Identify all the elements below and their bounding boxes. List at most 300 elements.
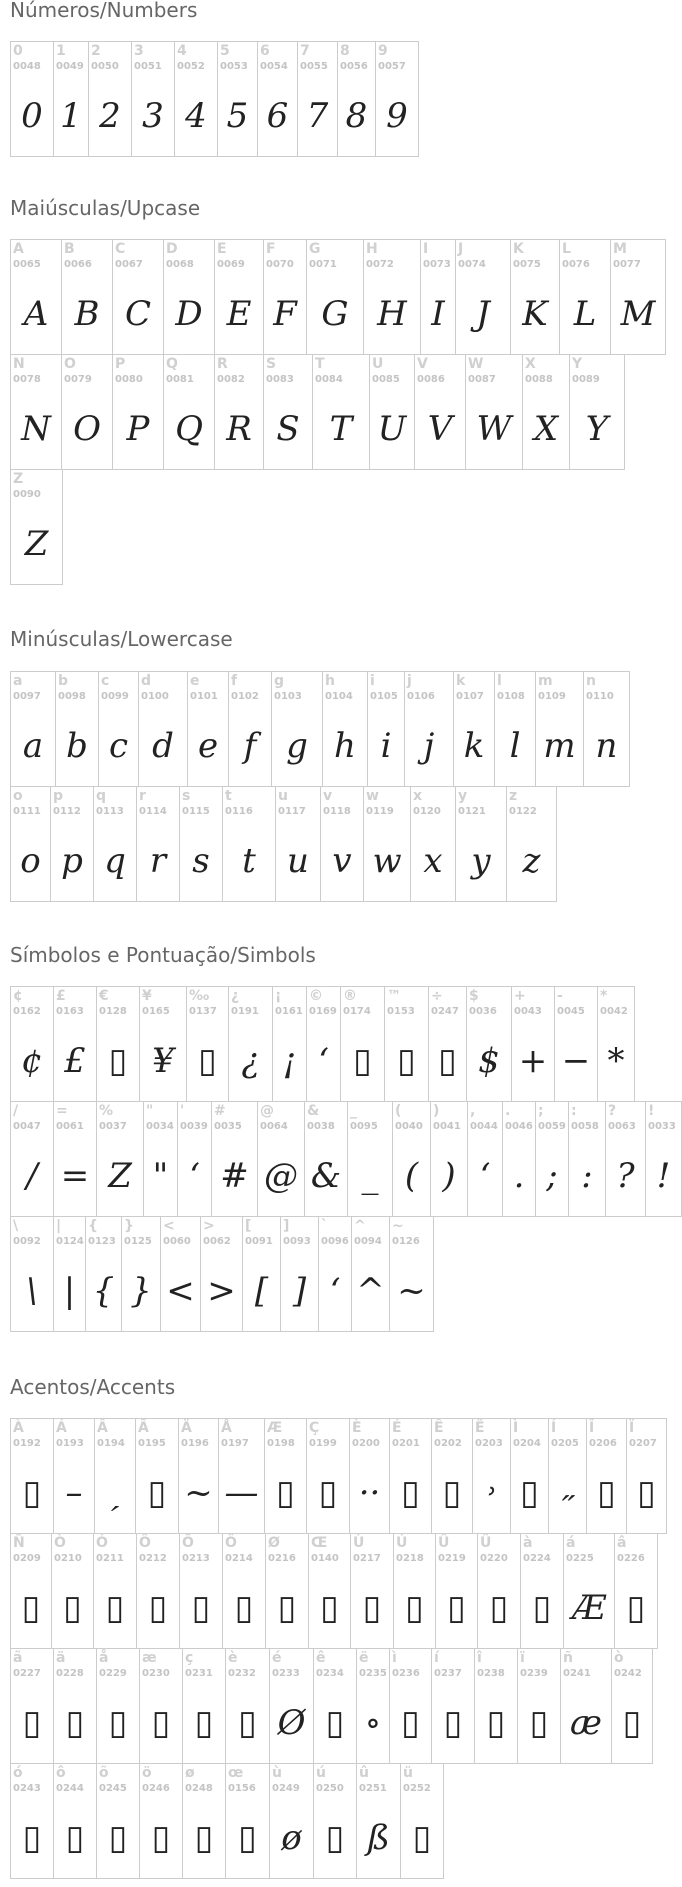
- glyph-label: É: [392, 1420, 402, 1436]
- glyph-label: ~: [392, 1218, 404, 1234]
- glyph-cell: [404, 671, 454, 787]
- glyph-cell: [163, 239, 215, 355]
- glyph-code: 0041: [433, 1121, 461, 1132]
- glyph-label: z: [509, 788, 518, 804]
- glyph-sample: ▯: [22, 1473, 42, 1513]
- glyph-row: [10, 41, 418, 157]
- glyph-cell: [265, 1533, 309, 1649]
- glyph-cell: [511, 986, 555, 1102]
- glyph-code: 0074: [458, 259, 486, 270]
- glyph-cell: [569, 354, 625, 470]
- section-title-accents: Acentos/Accents: [10, 1375, 176, 1399]
- glyph-code: 0078: [13, 374, 41, 385]
- glyph-sample: 6: [266, 96, 289, 136]
- glyph-sample: +: [518, 1041, 548, 1081]
- glyph-sample: ˏ: [109, 1473, 121, 1513]
- glyph-label: &: [307, 1103, 320, 1119]
- glyph-cell: [626, 1418, 667, 1534]
- glyph-code: 0252: [403, 1783, 431, 1794]
- glyph-code: 0119: [366, 806, 394, 817]
- glyph-code: 0234: [316, 1668, 344, 1679]
- glyph-cell: [389, 1216, 434, 1332]
- glyph-code: 0054: [260, 61, 288, 72]
- glyph-label: >: [203, 1218, 215, 1234]
- glyph-cell: [135, 1418, 179, 1534]
- glyph-code: 0052: [177, 61, 205, 72]
- glyph-label: Ö: [225, 1535, 237, 1551]
- glyph-code: 0248: [185, 1783, 213, 1794]
- glyph-code: 0250: [316, 1783, 344, 1794]
- glyph-sample: ▯: [21, 1588, 41, 1628]
- glyph-code: 0200: [352, 1438, 380, 1449]
- glyph-label: N: [13, 356, 25, 372]
- glyph-label: k: [456, 673, 466, 689]
- glyph-cell: [182, 1648, 226, 1764]
- glyph-sample: ▯: [397, 1041, 416, 1081]
- glyph-sample: ▯: [151, 1703, 171, 1743]
- glyph-sample: ?: [616, 1156, 635, 1196]
- glyph-cell: [535, 1101, 569, 1217]
- glyph-label: Ü: [480, 1535, 492, 1551]
- glyph-cell: [214, 354, 264, 470]
- glyph-cell: [53, 986, 97, 1102]
- glyph-cell: [136, 786, 180, 902]
- glyph-sample: *: [607, 1041, 625, 1081]
- glyph-sample: ▯: [108, 1041, 128, 1081]
- glyph-label: q: [96, 788, 107, 804]
- glyph-cell: [94, 1418, 136, 1534]
- glyph-sample: 4: [185, 96, 207, 136]
- glyph-code: 0085: [372, 374, 400, 385]
- glyph-code: 0039: [180, 1121, 208, 1132]
- glyph-label: Å: [221, 1420, 232, 1436]
- glyph-code: 0216: [268, 1553, 296, 1564]
- glyph-cell: [136, 1533, 180, 1649]
- glyph-code: 0066: [64, 259, 92, 270]
- glyph-sample: —: [224, 1473, 259, 1513]
- glyph-sample: ▯: [198, 1041, 217, 1081]
- glyph-code: 0064: [260, 1121, 288, 1132]
- glyph-cell: [502, 1101, 536, 1217]
- glyph-label: ;: [538, 1103, 544, 1119]
- glyph-label: ¿: [231, 988, 240, 1004]
- glyph-row: [10, 354, 665, 470]
- glyph-code: 0153: [387, 1006, 415, 1017]
- glyph-label: *: [600, 988, 608, 1004]
- glyph-code: 0239: [520, 1668, 548, 1679]
- glyph-cell: [350, 1533, 394, 1649]
- glyph-sample: >: [207, 1271, 236, 1311]
- glyph-label: á: [566, 1535, 576, 1551]
- glyph-label: V: [417, 356, 428, 372]
- glyph-sample: ʻ: [479, 1156, 491, 1196]
- glyph-code: 0115: [182, 806, 210, 817]
- glyph-label: Ò: [54, 1535, 66, 1551]
- glyph-label: Â: [97, 1420, 108, 1436]
- glyph-sample: F: [273, 294, 297, 334]
- glyph-sample: ▯: [442, 1473, 462, 1513]
- glyph-label: Y: [572, 356, 583, 372]
- glyph-code: 0099: [101, 691, 129, 702]
- glyph-code: 0071: [309, 259, 337, 270]
- glyph-label: ": [146, 1103, 154, 1119]
- glyph-sample: 2: [99, 96, 121, 136]
- glyph-code: 0114: [139, 806, 167, 817]
- glyph-sample: &: [310, 1156, 342, 1196]
- glyph-cell: [263, 239, 307, 355]
- glyph-code: 0235: [359, 1668, 387, 1679]
- glyph-label: 2: [91, 43, 101, 59]
- glyph-label: û: [359, 1765, 369, 1781]
- glyph-label: 7: [300, 43, 310, 59]
- glyph-label: Ú: [396, 1535, 408, 1551]
- glyph-cell: [414, 354, 466, 470]
- glyph-label: £: [56, 988, 66, 1004]
- glyph-code: 0242: [614, 1668, 642, 1679]
- glyph-label: 4: [177, 43, 187, 59]
- glyph-cell: [645, 1101, 682, 1217]
- glyph-label: í: [434, 1650, 439, 1666]
- glyph-cell: [10, 41, 54, 157]
- grid-symbols: [10, 986, 681, 1331]
- glyph-label: u: [278, 788, 288, 804]
- glyph-sample: ▯: [108, 1818, 128, 1858]
- glyph-code: 0034: [146, 1121, 174, 1132]
- glyph-sample: ▯: [65, 1703, 85, 1743]
- glyph-sample: ▯: [105, 1588, 125, 1628]
- glyph-code: 0101: [190, 691, 218, 702]
- glyph-cell: [10, 786, 51, 902]
- glyph-label: x: [413, 788, 423, 804]
- glyph-cell: [228, 986, 273, 1102]
- glyph-code: 0102: [231, 691, 259, 702]
- glyph-label: ]: [283, 1218, 290, 1234]
- glyph-code: 0049: [56, 61, 84, 72]
- glyph-code: 0072: [366, 259, 394, 270]
- glyph-code: 0075: [513, 259, 541, 270]
- glyph-code: 0165: [142, 1006, 170, 1017]
- glyph-code: 0077: [613, 259, 641, 270]
- glyph-cell: [522, 354, 570, 470]
- glyph-cell: [257, 1101, 305, 1217]
- glyph-sample: –: [65, 1473, 83, 1513]
- glyph-label: €: [99, 988, 109, 1004]
- glyph-code: 0081: [166, 374, 194, 385]
- glyph-sample: ¢: [21, 1041, 43, 1081]
- glyph-cell: [228, 671, 272, 787]
- glyph-label: Î: [589, 1420, 595, 1436]
- glyph-sample: ▯: [325, 1818, 345, 1858]
- glyph-sample: T: [329, 409, 353, 449]
- glyph-sample: ▯: [65, 1818, 85, 1858]
- glyph-label: ?: [608, 1103, 617, 1119]
- glyph-code: 0093: [283, 1236, 311, 1247]
- glyph-sample: ▯: [151, 1818, 171, 1858]
- glyph-label: `: [321, 1218, 328, 1234]
- glyph-cell: [506, 786, 557, 902]
- glyph-code: 0107: [456, 691, 484, 702]
- glyph-cell: [430, 1101, 468, 1217]
- glyph-sample: ▯: [443, 1703, 463, 1743]
- glyph-cell: [10, 354, 62, 470]
- glyph-code: 0246: [142, 1783, 170, 1794]
- glyph-label: H: [366, 241, 378, 257]
- glyph-sample: ▯: [194, 1703, 214, 1743]
- glyph-label: .: [505, 1103, 511, 1119]
- glyph-label: }: [124, 1218, 134, 1234]
- glyph-cell: [269, 1763, 314, 1879]
- glyph-cell: [313, 1648, 357, 1764]
- glyph-sample: @: [264, 1156, 298, 1196]
- glyph-sample: ▯: [447, 1588, 466, 1628]
- glyph-code: 0088: [525, 374, 553, 385]
- glyph-code: 0137: [189, 1006, 217, 1017]
- glyph-code: 0209: [13, 1553, 41, 1564]
- glyph-cell: [369, 354, 415, 470]
- glyph-code: 0161: [275, 1006, 303, 1017]
- glyph-sample: f: [243, 726, 257, 766]
- glyph-cell: [517, 1648, 561, 1764]
- glyph-label: ^: [354, 1218, 366, 1234]
- glyph-label: s: [182, 788, 191, 804]
- glyph-cell: [435, 1533, 478, 1649]
- glyph-code: 0227: [13, 1668, 41, 1679]
- glyph-sample: X: [533, 409, 559, 449]
- glyph-code: 0038: [307, 1121, 335, 1132]
- glyph-code: 0079: [64, 374, 92, 385]
- glyph-sample: ß: [367, 1818, 390, 1858]
- grid-numbers: [10, 41, 418, 156]
- glyph-cell: [320, 786, 364, 902]
- glyph-label: Ñ: [13, 1535, 25, 1551]
- glyph-cell: [583, 671, 630, 787]
- glyph-sample: U: [377, 409, 407, 449]
- glyph-cell: [10, 1418, 54, 1534]
- glyph-label: œ: [228, 1765, 244, 1781]
- glyph-code: 0058: [571, 1121, 599, 1132]
- glyph-code: 0213: [182, 1553, 210, 1564]
- glyph-code: 0116: [225, 806, 253, 817]
- glyph-code: 0045: [557, 1006, 585, 1017]
- glyph-sample: Y: [585, 409, 609, 449]
- glyph-sample: h: [334, 726, 356, 766]
- glyph-cell: [174, 41, 218, 157]
- glyph-code: 0083: [266, 374, 294, 385]
- glyph-sample: q: [104, 841, 126, 881]
- glyph-label: å: [99, 1650, 109, 1666]
- glyph-sample: {: [92, 1271, 115, 1311]
- glyph-sample: ▯: [147, 1473, 167, 1513]
- glyph-code: 0068: [166, 259, 194, 270]
- glyph-label: ø: [185, 1765, 195, 1781]
- glyph-label: (: [395, 1103, 402, 1119]
- glyph-code: 0040: [395, 1121, 423, 1132]
- glyph-label: I: [423, 241, 429, 257]
- glyph-sample: ▯: [238, 1703, 257, 1743]
- glyph-sample: P: [126, 409, 150, 449]
- glyph-label: S: [266, 356, 277, 372]
- glyph-cell: [61, 239, 113, 355]
- glyph-label: Á: [56, 1420, 67, 1436]
- glyph-label: d: [141, 673, 152, 689]
- glyph-cell: [392, 1101, 431, 1217]
- glyph-label: Z: [13, 471, 24, 487]
- glyph-label: î: [477, 1650, 482, 1666]
- glyph-cell: [257, 41, 298, 157]
- glyph-label: Ì: [513, 1420, 519, 1436]
- glyph-cell: [280, 1216, 319, 1332]
- glyph-cell: [179, 1533, 223, 1649]
- glyph-label: T: [315, 356, 325, 372]
- glyph-sample: .: [513, 1156, 525, 1196]
- glyph-label: @: [260, 1103, 274, 1119]
- glyph-cell: [85, 1216, 122, 1332]
- glyph-code: 0198: [267, 1438, 295, 1449]
- glyph-sample: Z: [24, 524, 49, 564]
- glyph-code: 0073: [423, 259, 451, 270]
- glyph-cell: [182, 1763, 226, 1879]
- glyph-cell: [431, 1648, 475, 1764]
- glyph-cell: [472, 1418, 511, 1534]
- glyph-cell: [263, 354, 313, 470]
- glyph-code: 0124: [56, 1236, 84, 1247]
- glyph-cell: [389, 1418, 432, 1534]
- glyph-code: 0203: [475, 1438, 503, 1449]
- glyph-code: 0080: [115, 374, 143, 385]
- glyph-code: 0217: [353, 1553, 381, 1564]
- glyph-sample: ~: [184, 1473, 213, 1513]
- glyph-code: 0232: [228, 1668, 256, 1679]
- glyph-label: À: [13, 1420, 24, 1436]
- glyph-label: ©: [309, 988, 323, 1004]
- glyph-cell: [337, 41, 376, 157]
- glyph-label: Ê: [434, 1420, 444, 1436]
- glyph-cell: [55, 671, 99, 787]
- glyph-sample: Æ: [571, 1588, 607, 1628]
- glyph-cell: [121, 1216, 161, 1332]
- glyph-sample: ¥: [152, 1041, 174, 1081]
- glyph-label: h: [325, 673, 335, 689]
- glyph-label: Q: [166, 356, 178, 372]
- section-title-lowercase: Minúsculas/Lowercase: [10, 627, 233, 651]
- glyph-label: j: [407, 673, 412, 689]
- glyph-sample: G: [321, 294, 349, 334]
- glyph-cell: [211, 1101, 258, 1217]
- glyph-label: Ä: [181, 1420, 192, 1436]
- glyph-cell: [264, 1418, 307, 1534]
- glyph-sample: z: [522, 841, 541, 881]
- glyph-sample: ▯: [22, 1818, 42, 1858]
- glyph-cell: [139, 986, 187, 1102]
- glyph-label: 5: [220, 43, 230, 59]
- glyph-label: Ù: [353, 1535, 365, 1551]
- glyph-cell: [356, 1763, 401, 1879]
- glyph-label: \: [13, 1218, 19, 1234]
- glyph-label: ¡: [275, 988, 282, 1004]
- glyph-code: 0249: [272, 1783, 300, 1794]
- glyph-code: 0243: [13, 1783, 41, 1794]
- glyph-label: ): [433, 1103, 440, 1119]
- glyph-sample: ø: [281, 1818, 302, 1858]
- glyph-label: Ô: [139, 1535, 151, 1551]
- glyph-sample: ~: [397, 1271, 426, 1311]
- glyph-label: ä: [56, 1650, 66, 1666]
- glyph-code: 0065: [13, 259, 41, 270]
- glyph-sample: _: [361, 1156, 379, 1196]
- glyph-cell: [304, 1101, 348, 1217]
- glyph-label: K: [513, 241, 524, 257]
- glyph-code: 0206: [589, 1438, 617, 1449]
- glyph-cell: [535, 671, 584, 787]
- glyph-code: 0192: [13, 1438, 41, 1449]
- glyph-cell: [306, 1418, 350, 1534]
- glyph-sample: |: [63, 1271, 76, 1311]
- glyph-code: 0174: [343, 1006, 371, 1017]
- glyph-code: 0201: [392, 1438, 420, 1449]
- glyph-cell: [318, 1216, 352, 1332]
- glyph-code: 0117: [278, 806, 306, 817]
- glyph-label: |: [56, 1218, 62, 1234]
- glyph-code: 0251: [359, 1783, 387, 1794]
- glyph-row: [10, 1648, 666, 1764]
- glyph-label: ù: [272, 1765, 282, 1781]
- glyph-sample: !: [656, 1156, 671, 1196]
- glyph-sample: (: [404, 1156, 419, 1196]
- glyph-row: [10, 1216, 681, 1332]
- glyph-label: [: [245, 1218, 252, 1234]
- glyph-cell: [179, 786, 223, 902]
- glyph-label: t: [225, 788, 232, 804]
- glyph-label: è: [228, 1650, 238, 1666]
- glyph-code: 0230: [142, 1668, 170, 1679]
- glyph-sample: :: [581, 1156, 593, 1196]
- glyph-cell: [306, 986, 341, 1102]
- glyph-cell: [322, 671, 368, 787]
- glyph-cell: [428, 986, 467, 1102]
- glyph-code: 0044: [470, 1121, 498, 1132]
- glyph-cell: [10, 1533, 52, 1649]
- glyph-sample: #: [220, 1156, 249, 1196]
- glyph-sample: 3: [142, 96, 164, 136]
- glyph-label: /: [13, 1103, 19, 1119]
- glyph-label: E: [217, 241, 227, 257]
- glyph-cell: [455, 786, 507, 902]
- glyph-cell: [611, 1648, 653, 1764]
- glyph-code: 0169: [309, 1006, 337, 1017]
- glyph-code: 0087: [468, 374, 496, 385]
- glyph-label: p: [53, 788, 64, 804]
- glyph-label: 9: [378, 43, 388, 59]
- section-title-symbols: Símbolos e Pontuação/Simbols: [10, 943, 316, 967]
- glyph-code: 0207: [629, 1438, 657, 1449]
- glyph-sample: ]: [292, 1271, 307, 1311]
- glyph-cell: [200, 1216, 243, 1332]
- glyph-sample: w: [372, 841, 402, 881]
- glyph-row: [10, 671, 629, 787]
- glyph-label: È: [352, 1420, 362, 1436]
- glyph-row: [10, 1763, 666, 1879]
- glyph-cell: [96, 1763, 140, 1879]
- glyph-label: ì: [392, 1650, 397, 1666]
- glyph-sample: ▯: [438, 1041, 457, 1081]
- glyph-label: ü: [403, 1765, 413, 1781]
- glyph-sample: N: [21, 409, 51, 449]
- glyph-cell: [597, 986, 635, 1102]
- glyph-label: ñ: [563, 1650, 573, 1666]
- glyph-code: 0241: [563, 1668, 591, 1679]
- glyph-cell: [474, 1648, 518, 1764]
- glyph-cell: [93, 786, 137, 902]
